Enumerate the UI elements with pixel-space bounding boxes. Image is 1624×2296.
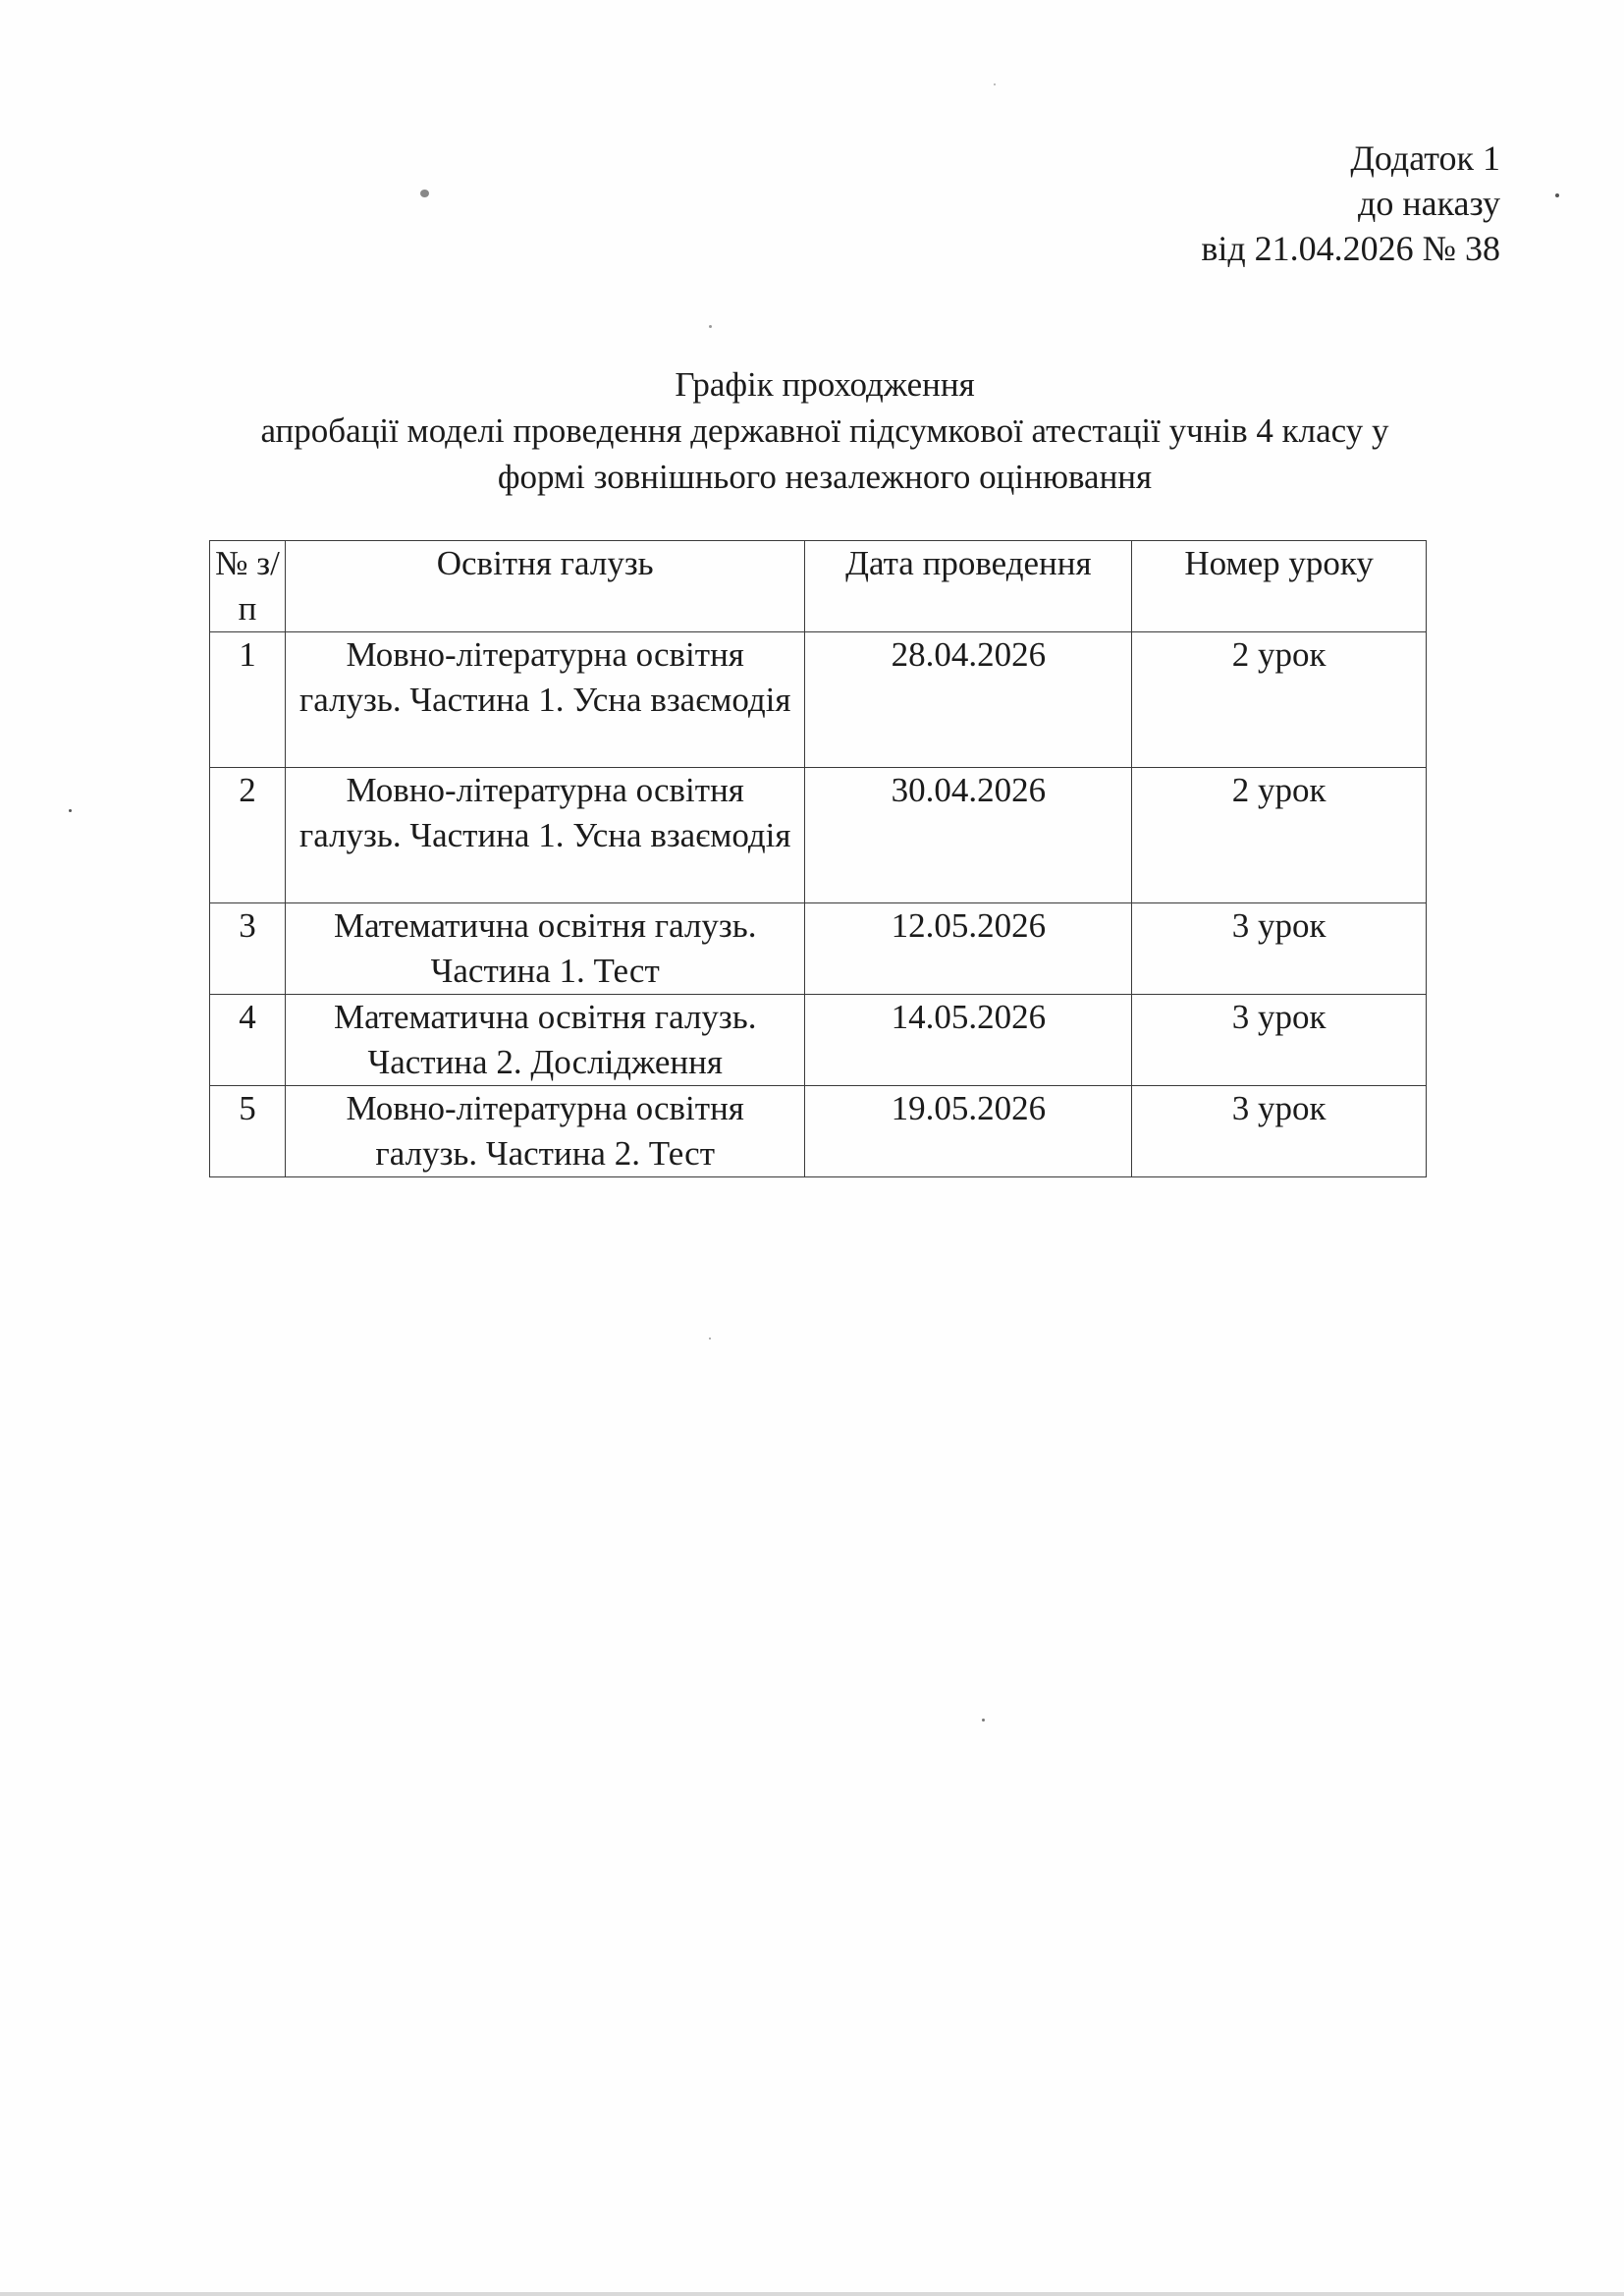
title-line-2: апробації моделі проведення державної підсумкової атестації учнів 4 класу у: [260, 411, 1389, 450]
scan-edge: [0, 2292, 1624, 2296]
table-header-row: [210, 541, 1427, 632]
row-number: 1: [210, 632, 286, 768]
header-lesson: Номер уроку: [1132, 541, 1427, 632]
row-area: Математична освітня галузь. Частина 2. Дослідження: [285, 995, 805, 1086]
table-row: [210, 995, 1427, 1086]
row-area: Мовно-літературна освітня галузь. Частина 1. Усна взаємодія: [285, 632, 805, 768]
scan-speck: [709, 1338, 711, 1339]
row-lesson: 2 урок: [1132, 768, 1427, 903]
appendix-order-label: до наказу: [1358, 184, 1500, 223]
row-number: 4: [210, 995, 286, 1086]
appendix-order-date: від 21.04.2026 № 38: [1201, 229, 1500, 268]
header-date: Дата проведення: [805, 541, 1132, 632]
scan-speck: [982, 1719, 985, 1722]
row-area: Мовно-літературна освітня галузь. Частина 1. Усна взаємодія: [285, 768, 805, 903]
scan-speck: [709, 325, 712, 328]
row-lesson: 3 урок: [1132, 903, 1427, 995]
header-number: № з/п: [210, 541, 286, 632]
scan-speck: [420, 190, 429, 197]
title-line-1: Графік проходження: [675, 365, 975, 404]
table-row: [210, 1086, 1427, 1177]
row-date: 28.04.2026: [805, 632, 1132, 768]
row-date: 30.04.2026: [805, 768, 1132, 903]
row-date: 19.05.2026: [805, 1086, 1132, 1177]
row-number: 2: [210, 768, 286, 903]
appendix-number: Додаток 1: [1350, 138, 1500, 178]
row-area: Математична освітня галузь. Частина 1. Тест: [285, 903, 805, 995]
schedule-table: [209, 540, 1427, 1177]
document-title: [196, 361, 1453, 500]
header-area: Освітня галузь: [285, 541, 805, 632]
row-area: Мовно-літературна освітня галузь. Частина 2. Тест: [285, 1086, 805, 1177]
row-number: 5: [210, 1086, 286, 1177]
table-row: [210, 768, 1427, 903]
title-line-3: формі зовнішнього незалежного оцінювання: [497, 458, 1153, 496]
scan-speck: [994, 83, 996, 85]
row-date: 12.05.2026: [805, 903, 1132, 995]
row-lesson: 2 урок: [1132, 632, 1427, 768]
appendix-reference: [1201, 136, 1500, 271]
row-date: 14.05.2026: [805, 995, 1132, 1086]
table-row: [210, 632, 1427, 768]
row-lesson: 3 урок: [1132, 1086, 1427, 1177]
table-row: [210, 903, 1427, 995]
row-number: 3: [210, 903, 286, 995]
scan-speck: [69, 809, 72, 812]
scan-speck: [1555, 193, 1559, 197]
row-lesson: 3 урок: [1132, 995, 1427, 1086]
